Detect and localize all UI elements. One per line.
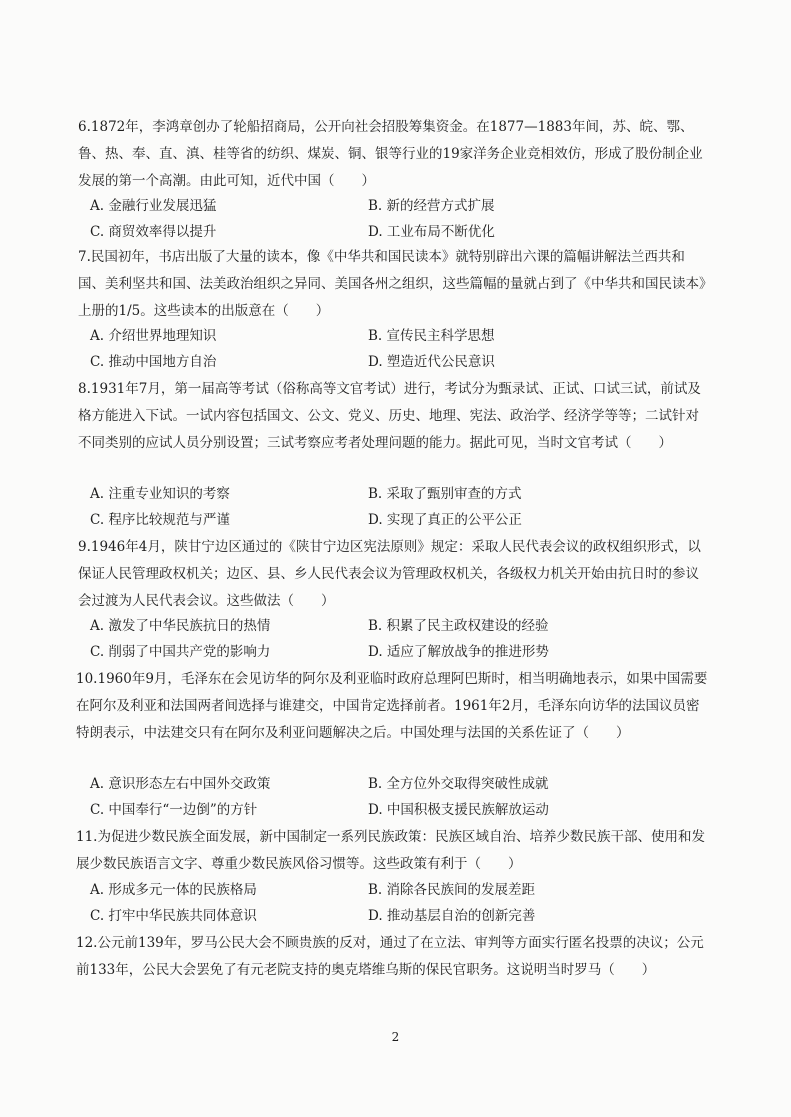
question-9-text: 1946年4月，陕甘宁边区通过的《陕甘宁边区宪法原则》规定：采取人民代表会议的政权组织形式，以保证人民管理政权机关；边区、县、乡人民代表会议为管理政权机关，各级权力机关开始由抗日时的参议会过渡为人民代表会议。这些做法（ ）: [78, 539, 701, 609]
question-9-option-a: A. 激发了中华民族抗日的热情: [90, 618, 271, 634]
question-10-option-d: D. 中国积极支援民族解放运动: [368, 802, 549, 818]
question-10-stem: [76, 666, 708, 747]
question-12-text: 公元前139年，罗马公民大会不顾贵族的反对，通过了在立法、审判等方面实行匿名投票的决议；公元前133年，公民大会罢免了有元老院支持的奥克塔维乌斯的保民官职务。这说明当时罗马（ ）: [76, 935, 704, 978]
question-9-number: 9.: [78, 539, 91, 555]
question-9-stem: [78, 534, 710, 615]
question-7-option-d: D. 塑造近代公民意识: [368, 354, 495, 370]
question-9-option-d: D. 适应了解放战争的推进形势: [368, 644, 549, 660]
question-7-option-c: C. 推动中国地方自治: [90, 354, 217, 370]
question-6-option-b: B. 新的经营方式扩展: [368, 198, 495, 214]
question-11-option-b: B. 消除各民族间的发展差距: [368, 882, 536, 898]
question-10-option-b: B. 全方位外交取得突破性成就: [368, 776, 549, 792]
question-9-option-b: B. 积累了民主政权建设的经验: [368, 618, 549, 634]
question-11-stem: [76, 824, 708, 878]
question-8-option-a: A. 注重专业知识的考察: [90, 486, 230, 502]
question-7-text: 民国初年，书店出版了大量的读本，像《中华共和国民读本》就特别辟出六课的篇幅讲解法兰西共和国、美利坚共和国、法美政治组织之异同、美国各州之组织，这些篇幅的量就占到了《中华共和国民读本》上册的1/5。这些读本的出版意在（ ）: [78, 249, 706, 319]
question-8-stem: [78, 376, 710, 457]
question-10-option-c: C. 中国奉行“一边倒”的方针: [90, 802, 258, 818]
question-6-number: 6.: [78, 119, 91, 135]
question-11-option-a: A. 形成多元一体的民族格局: [90, 882, 257, 898]
question-6-option-c: C. 商贸效率得以提升: [90, 224, 217, 240]
question-11-option-c: C. 打牢中华民族共同体意识: [90, 908, 257, 924]
question-8-option-c: C. 程序比较规范与严谨: [90, 512, 230, 528]
question-11-number: 11.: [76, 829, 98, 845]
page-number: 2: [391, 1030, 400, 1044]
question-6-text: 1872年，李鸿章创办了轮船招商局，公开向社会招股筹集资金。在1877—1883年间，苏、皖、鄂、鲁、热、奉、直、滇、桂等省的纺织、煤炭、铜、银等行业的19家洋务企业竞相效仿，形成了股份制企业发展的第一个高潮。由此可知，近代中国（ ）: [78, 119, 703, 189]
question-7-number: 7.: [78, 249, 91, 265]
question-7-option-b: B. 宣传民主科学思想: [368, 328, 495, 344]
question-10-option-a: A. 意识形态左右中国外交政策: [90, 776, 271, 792]
question-12-number: 12.: [76, 935, 98, 951]
question-8-option-d: D. 实现了真正的公平公正: [368, 512, 522, 528]
question-8-text: 1931年7月，第一届高等考试（俗称高等文官考试）进行，考试分为甄录试、正试、口试三试，前试及格方能进入下试。一试内容包括国文、公文、党义、历史、地理、宪法、政治学、经济学等等；二试针对不同类别的应试人员分别设置；三试考察应考者处理问题的能力。据此可见，当时文官考试（ ）: [78, 381, 701, 451]
question-12-stem: [76, 930, 708, 984]
question-11-option-d: D. 推动基层自治的创新完善: [368, 908, 536, 924]
question-6-option-d: D. 工业布局不断优化: [368, 224, 495, 240]
question-7-stem: [78, 244, 710, 325]
question-11-text: 为促进少数民族全面发展，新中国制定一系列民族政策：民族区域自治、培养少数民族干部、使用和发展少数民族语言文字、尊重少数民族风俗习惯等。这些政策有利于（ ）: [76, 829, 705, 872]
question-10-number: 10.: [76, 671, 98, 687]
question-9-option-c: C. 削弱了中国共产党的影响力: [90, 644, 271, 660]
question-10-text: 1960年9月，毛泽东在会见访华的阿尔及利亚临时政府总理阿巴斯时，相当明确地表示，如果中国需要在阿尔及利亚和法国两者间选择与谁建交，中国肯定选择前者。1961年2月，毛泽东向访华的法国议员密特朗表示，中法建交只有在阿尔及利亚问题解决之后。中国处理与法国的关系佐证了（ ）: [76, 671, 708, 741]
question-6-option-a: A. 金融行业发展迅猛: [90, 198, 217, 214]
question-6-stem: [78, 114, 710, 195]
question-8-number: 8.: [78, 381, 91, 397]
question-7-option-a: A. 介绍世界地理知识: [90, 328, 217, 344]
question-8-option-b: B. 采取了甄别审查的方式: [368, 486, 522, 502]
